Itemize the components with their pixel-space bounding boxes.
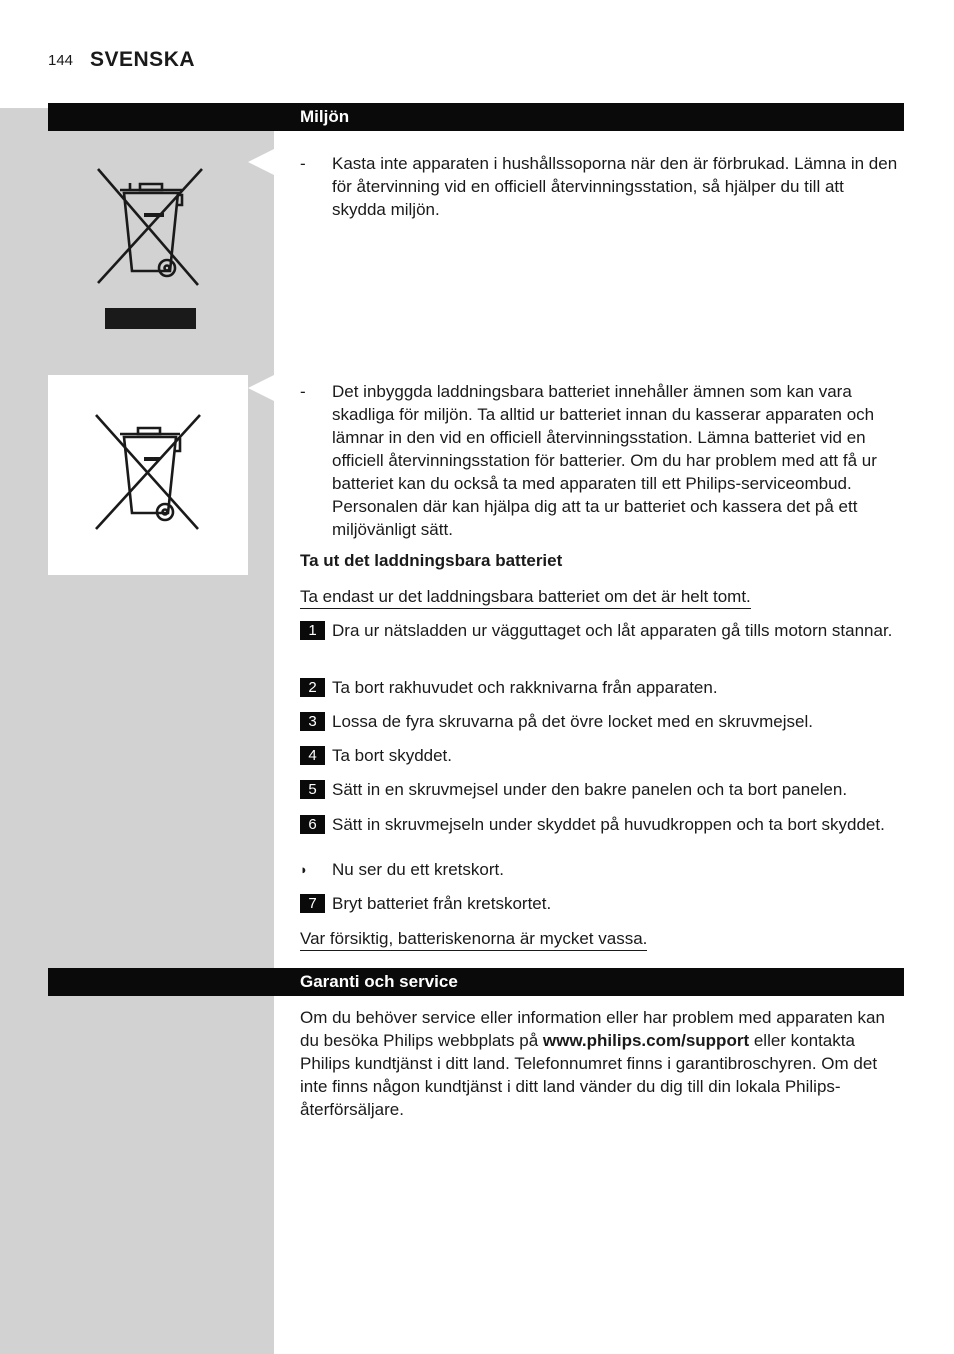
- step-text: Lossa de fyra skruvarna på det övre locket med en skruvmejsel.: [332, 712, 813, 731]
- step-text: Sätt in en skruvmejsel under den bakre panelen och ta bort panelen.: [332, 780, 848, 799]
- result-bullet-icon: ◗: [300, 862, 308, 877]
- step-5: [300, 778, 904, 801]
- step-4: [300, 744, 904, 767]
- step-number: 7: [300, 894, 325, 913]
- section-title: Garanti och service: [300, 972, 458, 991]
- step-2: [300, 676, 904, 699]
- battery-bin-icon-box: [48, 375, 248, 575]
- step-text: Dra ur nätsladden ur vägguttaget och låt apparaten gå tills motorn stannar.: [332, 621, 893, 640]
- step-7: [300, 892, 904, 915]
- step-number: 2: [300, 678, 325, 697]
- crossed-bin-icon: [48, 375, 248, 575]
- battery-warning: Var försiktig, batteriskenorna är mycket vassa.: [300, 927, 647, 950]
- section-header-environment: [48, 103, 904, 131]
- support-url: www.philips.com/support: [542, 1031, 750, 1050]
- step-number: 4: [300, 746, 325, 765]
- step-number: 6: [300, 815, 325, 834]
- callout-arrow: [248, 149, 274, 175]
- battery-removal-heading: Ta ut det laddningsbara batteriet: [300, 551, 563, 570]
- step-number: 5: [300, 780, 325, 799]
- guarantee-text: Om du behöver service eller information eller har problem med apparaten kan du besöka Philips webbplats på www.philips.com/support eller kontakta Philips kundtjänst i ditt land. Telefonnumret finns i garantibroschyren. Om det inte finns någon kundtjänst i ditt land vänder du dig till din lokala Philips-återförsäljare.: [300, 1008, 885, 1119]
- step-1: [300, 619, 904, 642]
- section-header-guarantee: [48, 968, 904, 996]
- callout-arrow: [248, 375, 274, 401]
- step-3: [300, 710, 904, 733]
- step-number: 1: [300, 621, 325, 640]
- step-text: Ta bort rakhuvudet och rakknivarna från apparaten.: [332, 678, 718, 697]
- language-title: SVENSKA: [90, 48, 196, 71]
- step-result: ◗ Nu ser du ett kretskort.: [300, 860, 504, 879]
- section-title: Miljön: [300, 107, 350, 126]
- step-text: Sätt in skruvmejseln under skyddet på huvudkroppen och ta bort skyddet.: [332, 815, 885, 834]
- step-text: Ta bort skyddet.: [332, 746, 453, 765]
- step-number: 3: [300, 712, 325, 731]
- weee-bin-icon: [92, 165, 208, 335]
- step-6: [300, 813, 904, 836]
- environment-item-battery: - Det inbyggda laddningsbara batteriet innehåller ämnen som kan vara skadliga för miljön. Ta alltid ur batteriet innan du kasserar apparaten och lämnar in den vid en officiell återvinningsstation. Lämna batteriet vid en officiell återvinningsstation för batterier. Om du har problem med att få ur batteriet kan du också ta med apparaten till ett Philips-serviceombud. Personalen där kan hjälpa dig att ta ur batteriet och kassera det på ett miljövänligt sätt.: [300, 382, 877, 539]
- battery-note: Ta endast ur det laddningsbara batteriet om det är helt tomt.: [300, 585, 751, 608]
- environment-item-appliance: - Kasta inte apparaten i hushållssoporna när den är förbrukad. Lämna in den för återvinning vid en officiell återvinningsstation, så hjälper du till att skydda miljön.: [300, 154, 898, 219]
- page-number: 144: [48, 52, 74, 69]
- step-text: Bryt batteriet från kretskortet.: [332, 894, 552, 913]
